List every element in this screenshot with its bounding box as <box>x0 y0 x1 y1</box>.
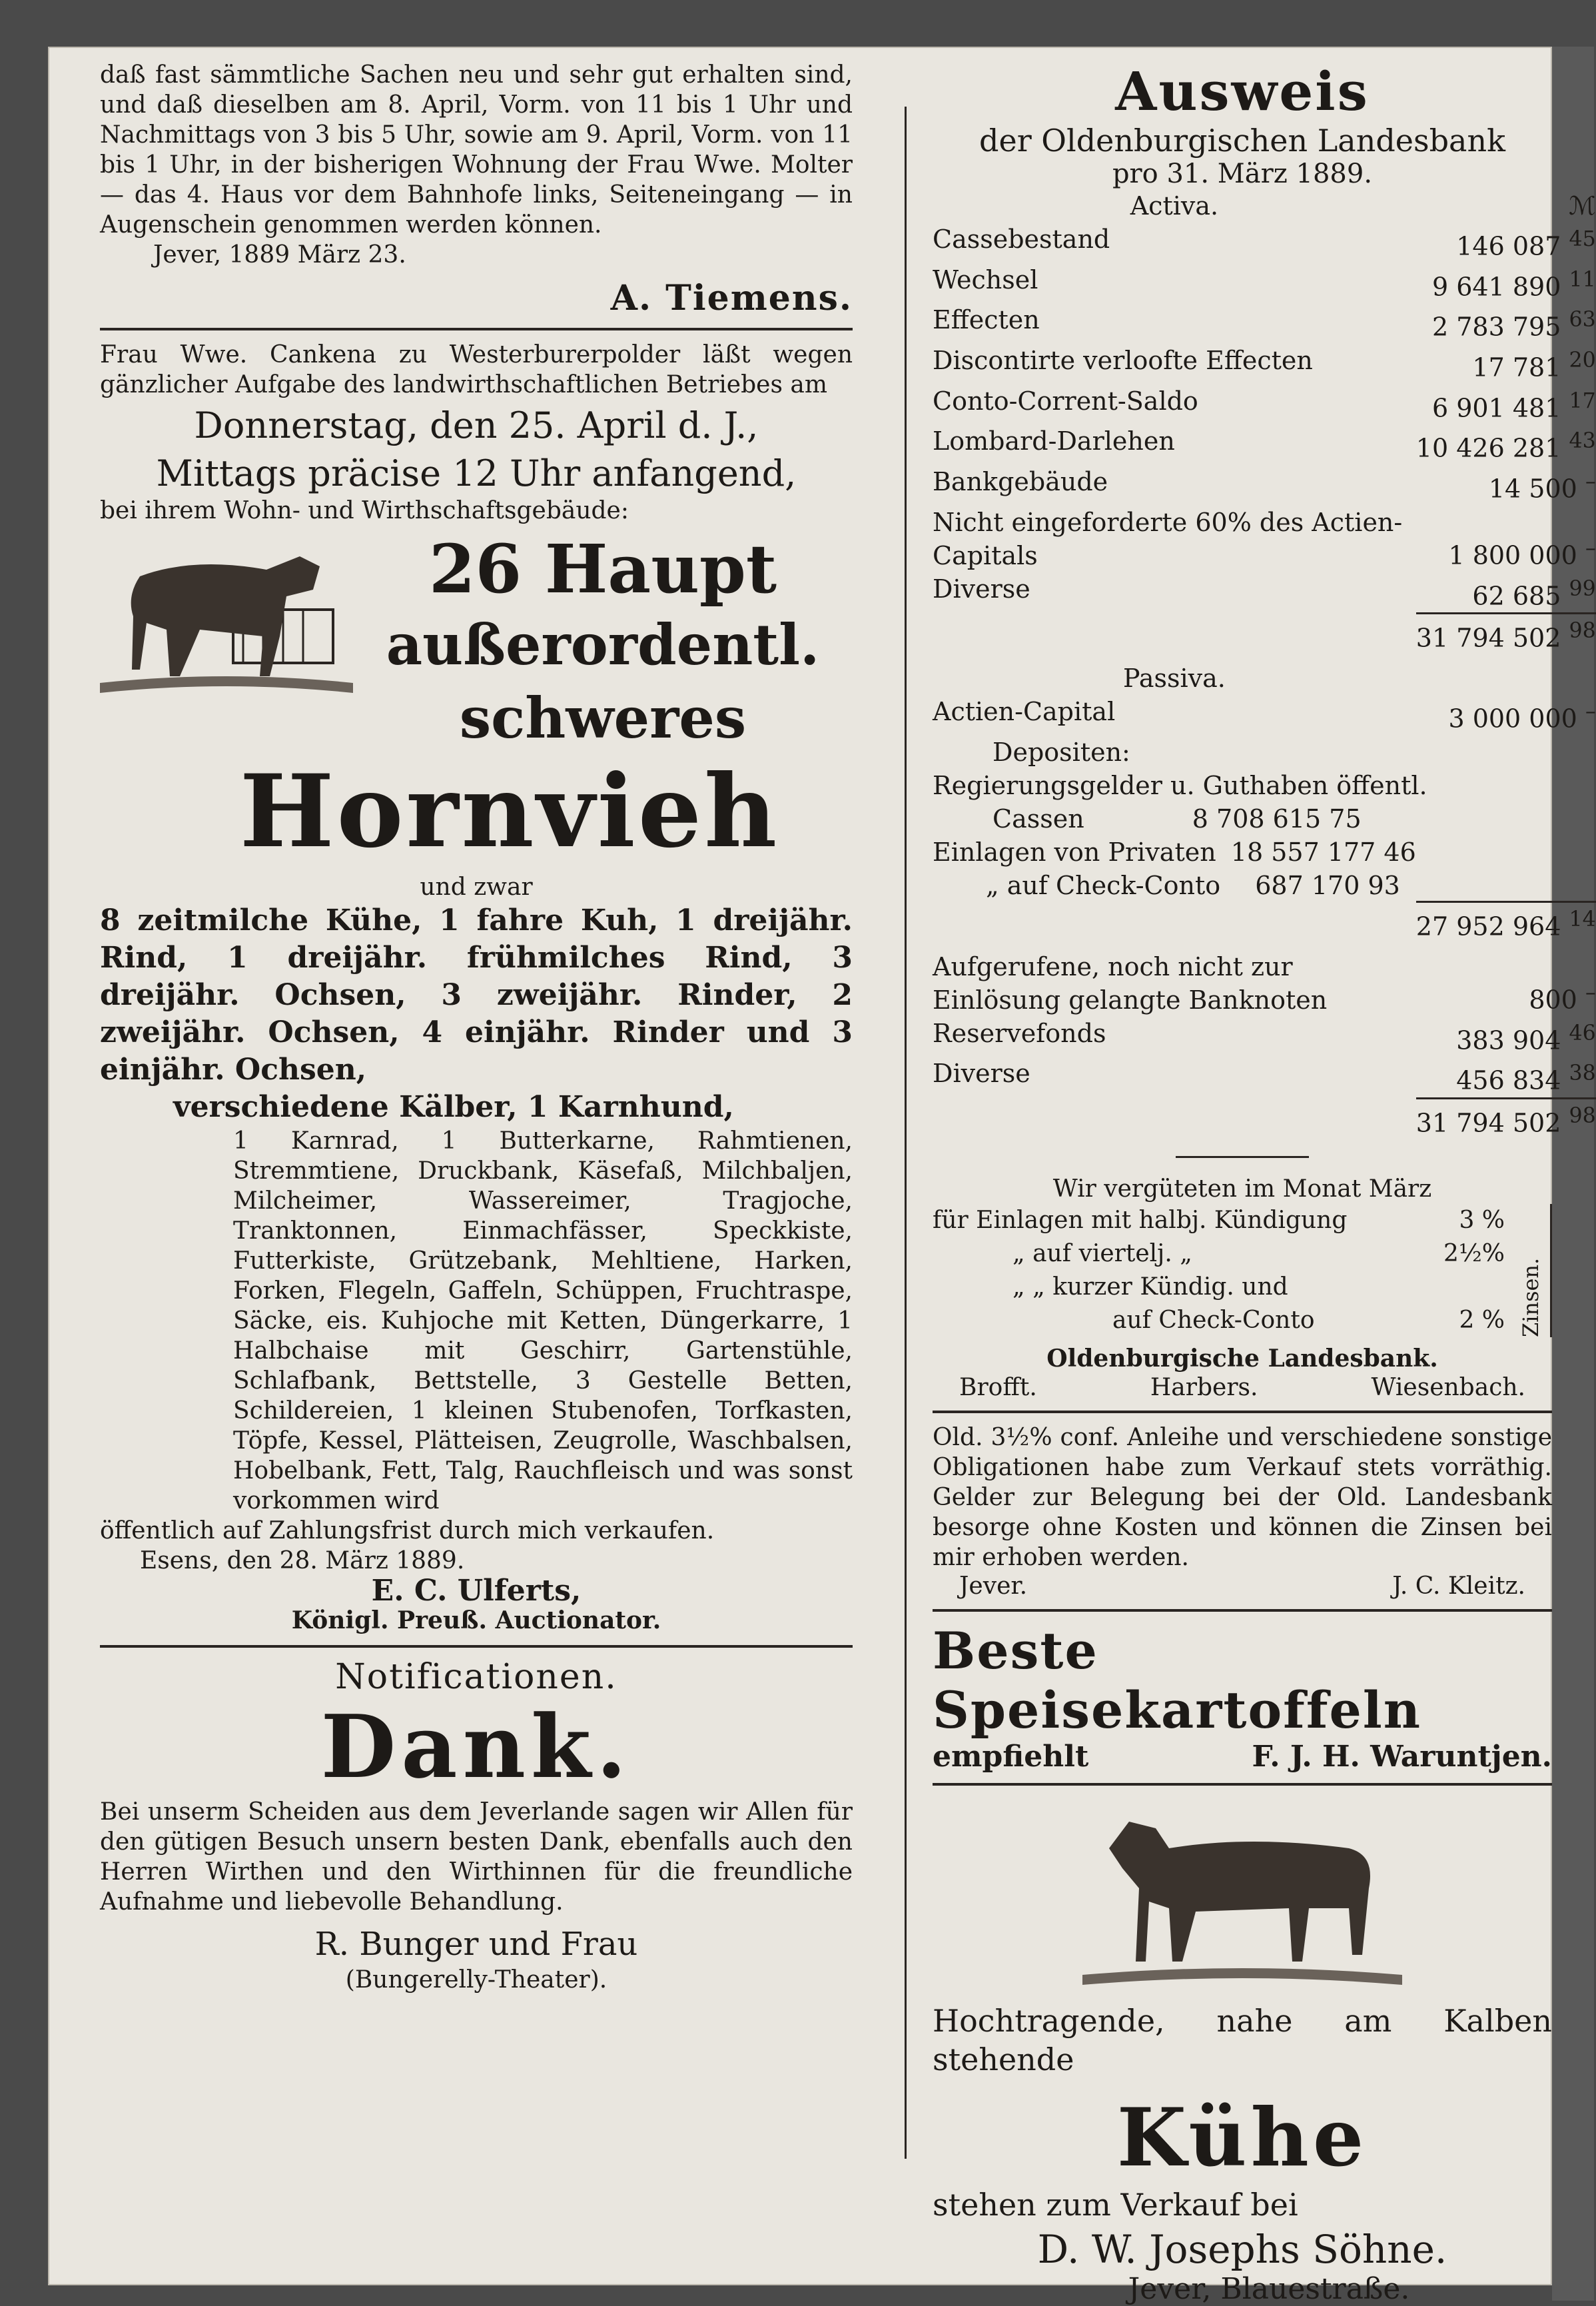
table-row: Reservefonds 383 904 $^{46}$ <box>933 1018 1596 1055</box>
passiva-total-row: 31 794 502 $^{98}$ <box>933 1099 1596 1140</box>
activa-table <box>933 189 1596 1140</box>
auction-intro: Frau Wwe. Cankena zu Westerburerpolder läßt wegen gänzlicher Aufgabe des landwirthschaftlichen Betriebes am <box>100 341 853 398</box>
table-row: Bankgebäude 14 500 – <box>933 466 1596 504</box>
kaelber-line: verschiedene Kälber, 1 Karnhund, <box>173 1090 734 1124</box>
right-column <box>933 60 1596 2306</box>
divider-line <box>933 1411 1552 1413</box>
table-row: Nicht eingeforderte 60% des Actien-Capitals 1 800 000 – <box>933 507 1596 570</box>
kuehe-heading: Kühe <box>1116 2090 1368 2185</box>
bank-names: Brofft. Harbers. Wiesenbach. <box>959 1373 1525 1401</box>
divider-line <box>933 1609 1552 1612</box>
rates-block <box>933 1204 1552 1337</box>
auction-place: bei ihrem Wohn- und Wirthschaftsgebäude: <box>100 497 629 524</box>
kleitz-footer: Jever. J. C. Kleitz. <box>959 1572 1525 1600</box>
dank-heading: Dank. <box>320 1696 632 1798</box>
table-row: Diverse 62 685 $^{99}$ <box>933 574 1596 611</box>
table-row: Conto-Corrent-Saldo 6 901 481 $^{17}$ <box>933 386 1596 423</box>
closing-signature: E. C. Ulferts, <box>371 1574 582 1608</box>
notifications-heading: Notificationen. <box>335 1657 617 1697</box>
empf-line: empfiehlt F. J. H. Waruntjen. <box>933 1739 1552 1774</box>
column-divider <box>905 107 907 2159</box>
table-row: Einlagen von Privaten 18 557 177 46 <box>933 837 1416 867</box>
dank-signature: R. Bunger und Frau <box>314 1926 638 1963</box>
activa-total-row: 31 794 502 $^{98}$ <box>933 614 1596 655</box>
cow-illustration <box>1082 1795 1402 1995</box>
closing-title: Königl. Preuß. Auctionator. <box>291 1606 661 1634</box>
cow-illustration <box>100 530 353 703</box>
headline-block <box>100 530 853 755</box>
table-row: Actien-Capital 3 000 000 – <box>933 696 1596 734</box>
left-column <box>100 60 853 1995</box>
divider-line <box>100 1645 853 1648</box>
bank-signature: Oldenburgische Landesbank. <box>1046 1344 1438 1373</box>
kuehe-firm: D. W. Josephs Söhne. <box>1037 2226 1447 2272</box>
table-row: Cassen 8 708 615 75 <box>993 804 1362 834</box>
regierung-line: Regierungsgelder u. Guthaben öffentl. <box>933 770 1427 800</box>
deposits-heading: Depositen: <box>993 737 1130 767</box>
closing-date: Esens, den 28. März 1889. <box>140 1547 465 1574</box>
animals-list: 8 zeitmilche Kühe, 1 fahre Kuh, 1 dreijähr. Rind, 1 dreijähr. frühmilches Rind, 3 dreijähr. Ochsen, 3 zweijähr. Rinder, 2 zweijähr. Ochsen, 4 einjähr. Rinder und 3 einjähr. Ochsen, <box>100 903 853 1087</box>
table-row: auf Check-Conto 2 % <box>1112 1306 1505 1334</box>
kuehe-intro: Hochtragende, nahe am Kalben stehende <box>933 2002 1552 2077</box>
deposits-total-row: 27 952 964 $^{14}$ <box>933 902 1596 943</box>
passiva-heading: Passiva. <box>1122 663 1226 693</box>
und-zwar: und zwar <box>420 873 533 901</box>
zinsen-label: Zinsen. <box>1518 1204 1552 1337</box>
table-row: Wechsel 9 641 890 $^{11}$ <box>933 265 1596 302</box>
headline-26-haupt: 26 Haupt <box>428 530 777 608</box>
table-row: „ auf Check-Conto 687 170 93 <box>986 870 1400 900</box>
items-list: 1 Karnrad, 1 Butterkarne, Rahmtienen, Stremmtiene, Druckbank, Käsefaß, Milchbaljen, Milcheimer, Wassereimer, Tragjoche, Tranktonnen, Einmachfässer, Speckkiste, Futterkiste, Grützebank, Mehltiene, Harken, Forken, Flegeln, Gaffeln, Schüppen, Fruchtraspe, Säcke, eis. Kuhjoche mit Ketten, Düngerkarre, 1 Halbchaise mit Geschirr, Gartenstühle, Schlafbank, Bettstelle, 3 Gestelle Betten, Schildereien, 1 kleinen Stubenofen, Torfkasten, Töpfe, Kessel, Plätteisen, Zeugrolle, Waschbalsen, Hobelbank, Fett, Talg, Rauchfleisch und was sonst vorkommen wird <box>233 1127 853 1514</box>
table-row: Effecten 2 783 795 $^{63}$ <box>933 305 1596 342</box>
rates-table <box>933 1204 1505 1337</box>
intro-text: daß fast sämmtliche Sachen neu und sehr gut erhalten sind, und daß dieselben am 8. April, Vorm. von 11 bis 1 Uhr und Nachmittags von 3 bis 5 Uhr, sowie am 9. April, Vorm. von 11 bis 1 Uhr, in der bisherigen Wohnung der Frau Wwe. Molter — das 4. Haus vor dem Bahnhofe links, Seiteneingang — in Augenschein genommen werden können. <box>100 61 853 239</box>
divider-line <box>933 1783 1552 1786</box>
ausweis-title: Ausweis <box>1115 60 1370 123</box>
rates-heading: Wir vergüteten im Monat März <box>1052 1175 1432 1203</box>
intro-date: Jever, 1889 März 23. <box>153 241 406 269</box>
table-row: „ auf viertelj. „ 2½% <box>1012 1239 1505 1267</box>
beste-heading: Beste Speisekartoffeln <box>933 1620 1421 1740</box>
headline-hornvieh: Hornvieh <box>239 753 780 870</box>
table-row: „ „ kurzer Kündig. und <box>1012 1273 1288 1301</box>
kuehe-place: Jever, Blauestraße. <box>1128 2271 1410 2306</box>
table-row: für Einlagen mit halbj. Kündigung 3 % <box>933 1206 1505 1234</box>
table-row: Lombard-Darlehen 10 426 281 $^{43}$ <box>933 426 1596 463</box>
dank-theater: (Bungerelly-Theater). <box>345 1966 607 1994</box>
currency-symbol: ℳ <box>1569 191 1596 221</box>
ausweis-date: pro 31. März 1889. <box>1112 159 1373 189</box>
auction-date-line1: Donnerstag, den 25. April d. J., <box>194 404 759 446</box>
ausweis-subtitle: der Oldenburgischen Landesbank <box>979 123 1505 159</box>
table-row: Aufgerufene, noch nicht zur Einlösung gelangte Banknoten 800 – <box>933 951 1596 1015</box>
kleitz-text: Old. 3½% conf. Anleihe und verschiedene sonstige Obligationen habe zum Verkauf stets vorräthig. Gelder zur Belegung bei der Old. Landesbank besorge ohne Kosten und können die Zinsen bei mir erhoben werden. <box>933 1423 1552 1571</box>
headline-schweres: schweres <box>459 685 747 751</box>
headline-ausserordentl: außerordentl. <box>386 612 820 678</box>
table-row: Cassebestand 146 087 $^{45}$ <box>933 225 1596 261</box>
short-divider <box>1176 1156 1309 1158</box>
activa-heading: Activa. <box>1130 191 1219 221</box>
table-row: Diverse 456 834 $^{38}$ <box>933 1059 1596 1096</box>
divider-line <box>100 328 853 330</box>
intro-signature: A. Tiemens. <box>610 278 853 318</box>
dank-text: Bei unserm Scheiden aus dem Jeverlande sagen wir Allen für den gütigen Besuch unsern besten Dank, ebenfalls auch den Herren Wirthen und den Wirthinnen für die freundliche Aufnahme und liebevolle Behandlung. <box>100 1798 853 1916</box>
closing-text: öffentlich auf Zahlungsfrist durch mich verkaufen. <box>100 1517 715 1544</box>
table-row: Discontirte verloofte Effecten 17 781 $^{20}$ <box>933 345 1596 382</box>
auction-date-line2: Mittags präcise 12 Uhr anfangend, <box>156 452 797 494</box>
kuehe-verkauf: stehen zum Verkauf bei <box>933 2186 1298 2223</box>
